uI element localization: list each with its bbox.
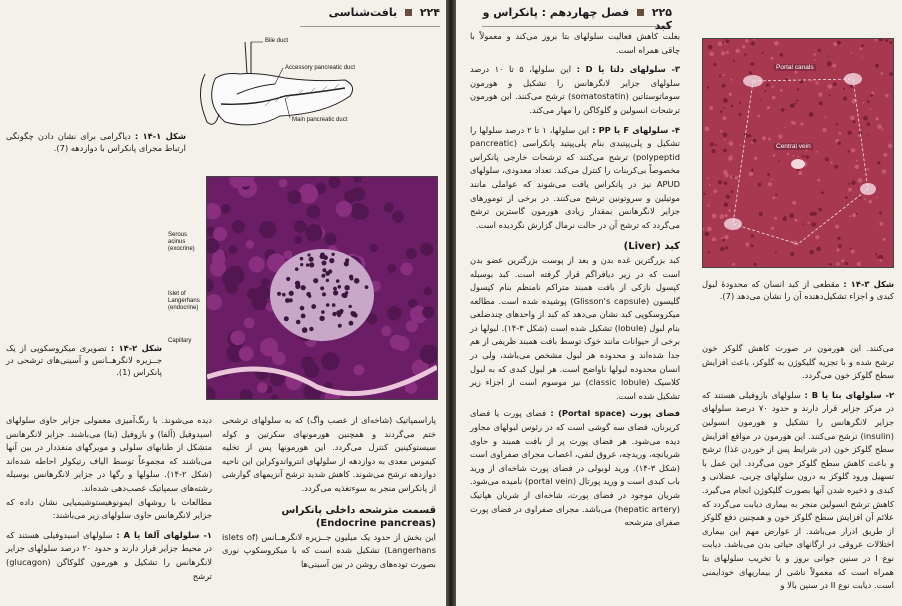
liver-histology-image	[702, 38, 894, 268]
header-square-icon	[405, 9, 412, 16]
figure1-caption-number: شکل ۱-۱۴ :	[134, 131, 186, 141]
figure3-caption-number: شکل ۳-۱۴ :	[843, 279, 895, 289]
figure1-caption-text: دیاگرامی برای نشان دادن چگونگی ارتباط مجرای پانکراس با دوازدهه (7).	[6, 131, 186, 153]
alpha-cells-heading: ۱- سلولهای آلفا یا A :	[116, 529, 212, 540]
left-page-number: ۲۲۴	[419, 6, 440, 19]
beta-cells-text: سلولهای بازوفیلی هستند که در مرکز جزایر قرار دارند و حدود ۷۰ درصد سلولهای جزایر لانگرهانس را تشکیل و هورمون انسولین (insulin) ترشح می‌کنند. این هورمون در مواقع افزایش سطح گلوکز خون (در شرایط پس از خوردن غذا) ترشح و باعث کاهش سطح گلوکز خون می‌گردد. این عمل با تسهیل ورود گلوکز به درون سلولهای چربی، عضلانی و کبدی و ذخیره شدن آنها بصورت گلیکوژن انجام می‌گیرد. کاهش ترشح انسولین منجر به بیماری دیابت می‌گردد که علائم آن افزایش سطح گلوکز خون و همچنین دفع گلوکز از طریق ادرار می‌باشد. از عوارض مهم این بیماری اختلالات عروقی در ارگانهای حیاتی بدن می‌باشد. دیابت نوع I در سنین جوانی بروز و با تخریب سلولهای بتا همراه است که معمولاً ناشی از بیماریهای خودایمنی است. دیابت نوع II در سنین بالا و	[702, 389, 894, 591]
portal-canal-mark	[724, 218, 742, 230]
accessory-duct-label: Accessory pancreatic duct	[285, 65, 356, 71]
islet-histology-image	[206, 176, 438, 400]
portal-space-text: فضای پورت یا فضای کریرنان، فضای سه گوشی است که در رئوس لبولهای مجاور دیده می‌شود. هر فضای پورت پر از بافت همبند و حاوی شریانچه، وریدچه، عروق لنفی، اعصاب مجرای صفراوی است (شکل ۳-۱۴). ورید لوبولی در فضای پورت شاخه‌ای از ورید باب کبدی است و ورید پورتال (portal vein) نامیده می‌شود. شریان موجود در فضای پورت، شاخه‌ای از شریان هپاتیک (hepatic artery) می‌باشد. مجرای صفراوی در فضای پورت صفرای مترشحه	[470, 408, 680, 528]
paragraph-liver: کبد بزرگترین غده بدن و بعد از پوست بزرگترین عضو بدن است که در زیر دیافراگم قرار گرفته است. کبد بوسیله کپسول نازکی از بافت همبند متراکم نامنظم بنام کپسول گلیسون (Glisson's capsule) پوشیده شده است. مطالعه میکروسکوپی کبد نشان می‌دهد که کبد از واحدهای چندضلعی بنام لبول (lobule) تشکیل شده است (شکل ۳-۱۴). لبولها در برخی از حیوانات مانند خوک توسط بافت همبند ظریفی از هم جدا شده‌اند و محدوده هر لبول مشخص می‌باشد، ولی در انسان محدوده لبولها ناواضح است. هر لبول کبدی که به لبول کلاسیک (classic lobule) نیز موسوم است از اجزاء زیر تشکیل شده است.	[470, 254, 681, 401]
right-page-number: ۲۲۵	[651, 6, 672, 19]
header-square-icon	[637, 9, 644, 16]
paragraph-parasympathetic: پاراسمپاتیک (شاخه‌ای از عصب واگ) که به سلولهای ترشحی ختم می‌گردند و همچنین هورمونهای سکرتین و کوله سیستوکینین کنترل می‌گردد. این هورمونها پس از تخلیه کیموس معدی به دوازدهه از سلولهای انترواندوکراین این ناحیه دوازدهه ترشح می‌شوند. کاهش شدید ترشح آنزیمهای گوارشی از پانکراس منجر به سوءتغذیه می‌گردد.	[222, 415, 436, 493]
left-page-column-right	[222, 414, 436, 572]
left-page-column-left	[6, 414, 212, 583]
portal-canals-label: Portal canals	[776, 64, 814, 71]
pp-cells-heading: ۴- سلولهای F یا PP :	[592, 124, 680, 135]
alpha-cells-text: سلولهای اسیدوفیلی هستند که در محیط جزایر قرار دارند و حدود ۲۰ درصد سلولهای جزایر لانگرهانس را تشکیل و هورمون گلوکاگن (glucagon) ترشح	[6, 529, 212, 581]
paragraph-islets: این بخش از حدود یک میلیون جــزیره لانگرهــانس (islets of Langerhans) تشکیل شده است که با میکروسکوپ نوری بصورت توده‌های روشن در بین آسینی‌ها	[222, 531, 436, 569]
main-duct-label: Main pancreatic duct	[292, 117, 348, 123]
right-page	[456, 0, 902, 606]
left-page-header	[300, 6, 440, 27]
bile-duct-line	[245, 42, 251, 74]
book-gutter	[446, 0, 456, 606]
delta-cells-text: این سلولها، ۵ تا ۱۰ درصد سلولهای جزایر لانگرهانس را تشکیل و هورمون سوماتوستاتین (somatostatin) ترشح می‌کنند. این هورمون ترشحات انسولین و گلوکاگن را مهار می‌کند.	[470, 64, 680, 115]
beta-cells-heading: ۲- سلولهای بتا یا B :	[804, 389, 895, 400]
delta-cells-heading: ۳- سلولهای دلتا یا D :	[576, 64, 680, 75]
bile-duct-label: Bile duct	[265, 38, 289, 44]
figure2-caption-text: تصویری میکروسکوپی از یک جــزیره لانگرهــانس و آسینی‌های ترشحی در پانکراس (1).	[6, 343, 162, 377]
figure2-caption	[6, 342, 162, 378]
liver-section-title: کبد (Liver)	[623, 241, 680, 253]
endocrine-section-title: قسمت مترشحه داخلی پانکراس	[281, 504, 436, 516]
endocrine-section-title-en: (Endocrine pancreas)	[315, 518, 436, 530]
paragraph-islet-cells: دیده می‌شوند. با رنگ‌آمیزی معمولی جزایر حاوی سلولهای اسیدوفیل (آلفا) و بازوفیل (بتا) می‌باشند. جزایر لانگرهانس متشکل از طنابهای سلولی و مویرگهای منفذدار در بین آنها می‌باشند که مجموعاً توسط الیاف رتیکولر احاطه شده‌اند (شکل ۲-۱۴). سلولها و رگها در جزایر لانگرهانس بوسیله رشته‌های سمپاتیک عصب‌دهی شده‌اند.	[6, 415, 212, 493]
figure1-caption	[6, 130, 186, 154]
paragraph-beta-continuation: بعلت کاهش فعالیت سلولهای بتا بروز می‌کند و معمولاً با چاقی همراه است.	[470, 31, 680, 55]
islet-label: Islet of Langerhans (endocrine)	[168, 291, 200, 311]
right-page-column-left	[702, 342, 894, 593]
paragraph-glucagon-effect: می‌کنند. این هورمون در صورت کاهش گلوکز خون ترشح شده و با تجزیه گلیکوژن به گلوکز، باعث افزایش سطح گلوکز خون می‌گردد.	[702, 343, 894, 381]
right-page-header	[482, 6, 672, 32]
serous-acinus-label: Serous acinus (exocrine)	[168, 232, 195, 252]
central-vein-label: Central vein	[776, 143, 811, 150]
pp-cells-text: این سلولها، ۱ تا ۲ درصد سلولها را تشکیل و پلی‌پپتیدی بنام پلی‌پپتید پانکراسی (pancreatic polypeptid) ترشح می‌کنند که ترشحات خارجی پانکراس مخصوصاً بی‌کربنات را کنترل می‌کند. تعداد معدودی، سلولهای APUD نیز در پانکراس یافت می‌شوند که عواملی مانند موتیلین و سروتونین ترشح می‌کنند. در برخی از تومورهای جزایر لانگرهانس بمقدار زیادی هورمون گاسترین ترشح می‌گردد که ترشح آن در حالت نرمال گزارش نگردیده است.	[470, 124, 680, 230]
right-page-title: فصل چهاردهم : پانکراس و کبد	[482, 6, 672, 32]
figure3-caption	[702, 278, 894, 302]
figure3-caption-text: مقطعی از کبد انسان که محدودهٔ لبول کبدی و اجزاء تشکیل‌دهنده آن را نشان می‌دهد (7).	[702, 279, 894, 301]
left-page	[0, 0, 446, 606]
central-vein-mark	[791, 159, 805, 169]
right-page-column-right	[470, 30, 680, 530]
figure2-caption-number: شکل ۲-۱۴ :	[110, 343, 163, 353]
left-page-title: بافت‌شناسی	[328, 6, 398, 19]
portal-space-heading: فضای پورت (Portal space) :	[550, 408, 681, 419]
paragraph-immunohistochemistry: مطالعات با روشهای ایمونوهیستوشیمیایی نشان داده که جزایر لانگرهانس حاوی سلولهای زیر می‌باشند:	[6, 496, 212, 521]
capillary-label: Capillary	[168, 338, 192, 344]
